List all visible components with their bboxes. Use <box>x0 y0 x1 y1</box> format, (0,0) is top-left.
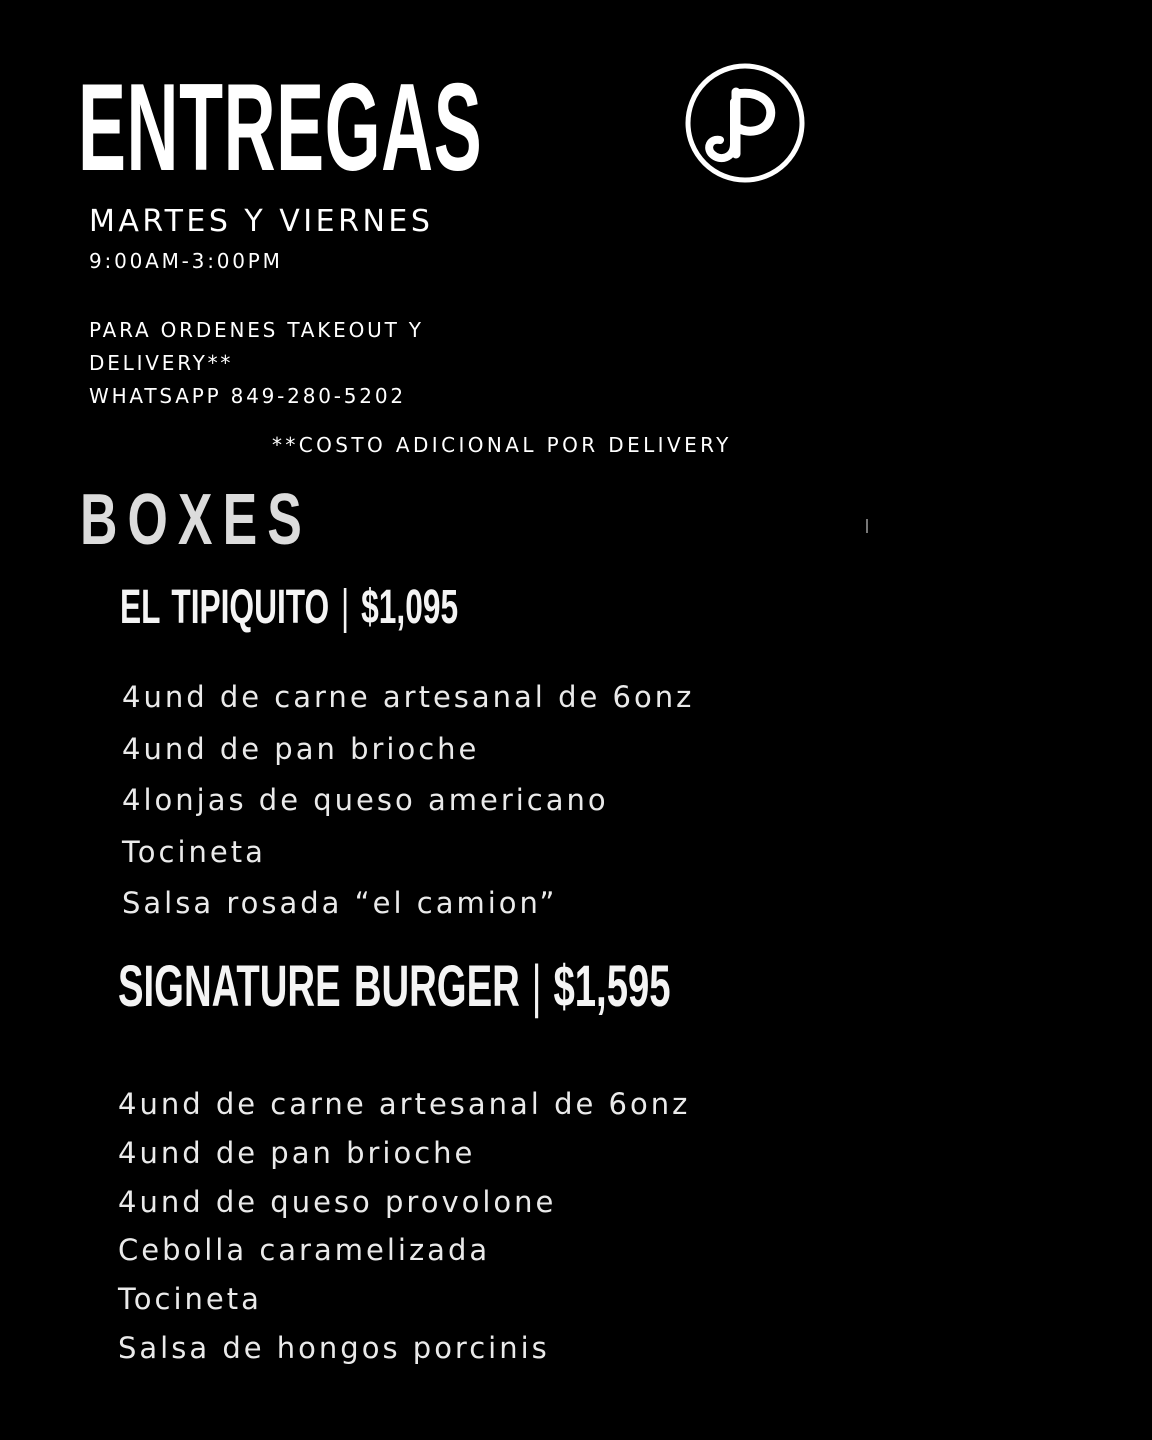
delivery-cost-note: **COSTO ADICIONAL POR DELIVERY <box>272 433 732 457</box>
list-item: 4lonjas de queso americano <box>122 783 609 817</box>
whatsapp-contact: WHATSAPP 849-280-5202 <box>89 384 406 408</box>
item-heading-signature-burger <box>118 954 671 1019</box>
list-item: 4und de carne artesanal de 6onz <box>118 1087 691 1121</box>
item-price: $1,095 <box>361 581 459 634</box>
order-info-line: DELIVERY** <box>89 351 234 375</box>
list-item: Tocineta <box>122 834 266 869</box>
list-item: 4und de pan brioche <box>118 1135 476 1170</box>
list-item: Salsa rosada “el camion” <box>122 886 558 920</box>
list-item: 4und de queso provolone <box>118 1184 557 1219</box>
item-heading-el-tipiquito <box>120 581 459 634</box>
order-info-line: PARA ORDENES TAKEOUT Y <box>89 318 424 342</box>
ingredient-list <box>122 672 694 930</box>
list-item: Salsa de hongos porcinis <box>118 1330 550 1365</box>
item-separator: | <box>341 581 350 634</box>
page-title: ENTREGAS <box>78 59 483 197</box>
divider <box>866 519 868 533</box>
jp-monogram-icon <box>684 62 806 184</box>
delivery-hours: 9:00AM-3:00PM <box>89 249 283 273</box>
item-separator: | <box>531 954 542 1019</box>
item-price: $1,595 <box>553 954 671 1019</box>
order-info <box>89 314 529 413</box>
delivery-days: MARTES Y VIERNES <box>89 204 434 239</box>
ingredient-list <box>118 1080 690 1373</box>
list-item: Cebolla caramelizada <box>118 1233 491 1268</box>
list-item: Tocineta <box>118 1282 262 1317</box>
section-title: BOXES <box>80 480 312 560</box>
list-item: 4und de pan brioche <box>122 731 480 766</box>
list-item: 4und de carne artesanal de 6onz <box>122 680 695 714</box>
item-name: SIGNATURE BURGER <box>118 954 520 1019</box>
item-name: EL TIPIQUITO <box>120 581 330 634</box>
